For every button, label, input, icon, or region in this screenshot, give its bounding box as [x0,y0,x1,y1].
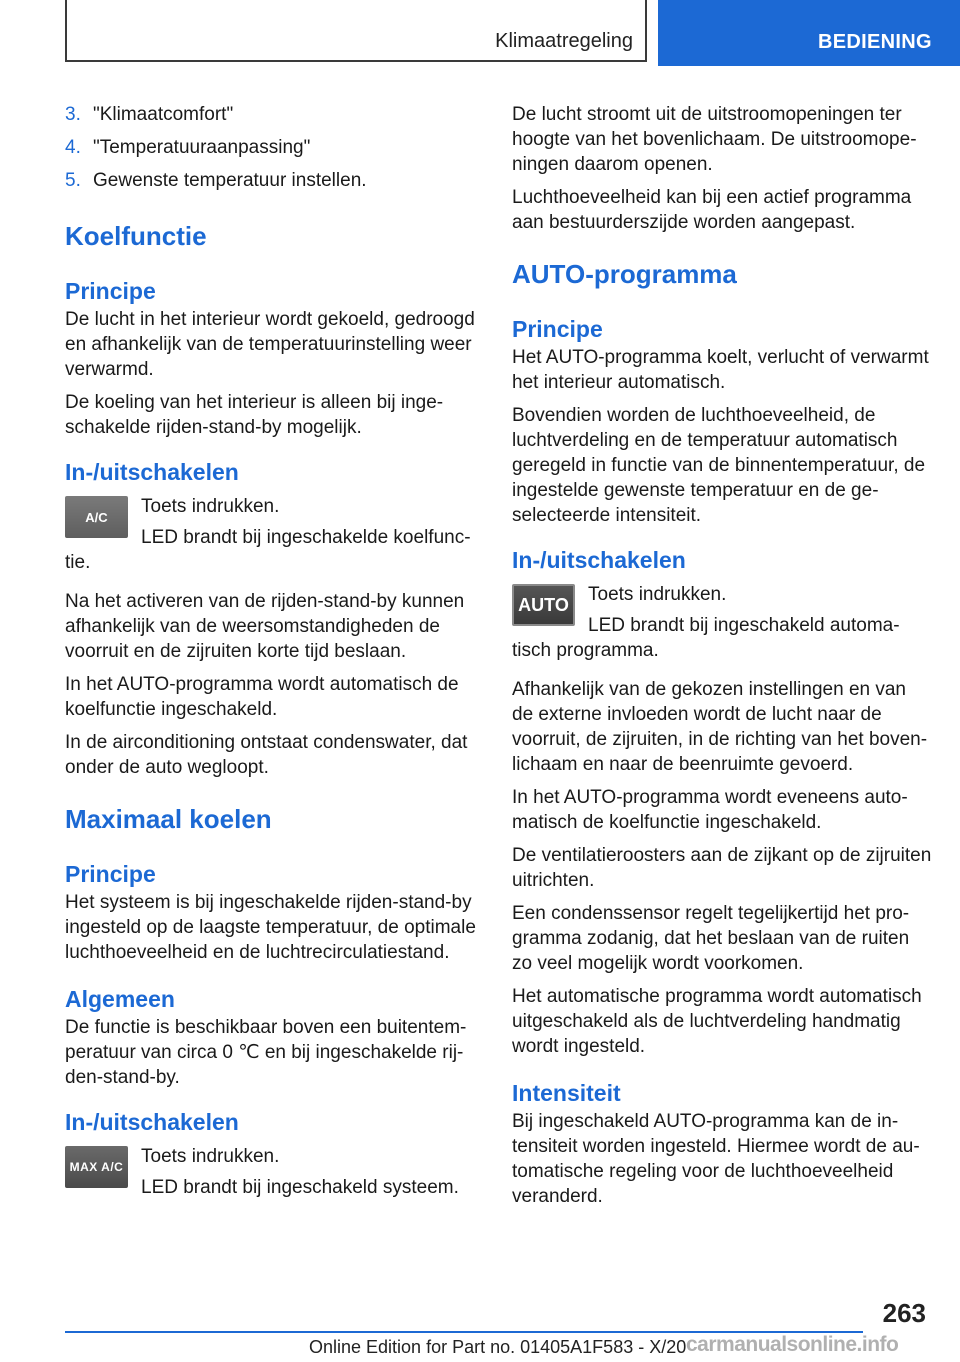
chapter-title: Klimaatregeling [495,30,633,52]
paragraph: LED brandt bij ingeschakeld automatisch programma. [512,615,900,661]
ac-button-icon: A/C [65,496,128,538]
step-text: "Klimaatcomfort" [93,104,234,125]
paragraph: De ventilatieroosters aan de zijkant op de zijruiten uitrichten. [512,845,932,891]
paragraph: Het systeem is bij ingeschakelde rijden-stand-by ingesteld op de laagste temperatuur, de optimale luchthoeveelheid en de luchtrecirculatiestand. [65,892,476,963]
step-number: 4. [65,137,81,158]
paragraph: De lucht stroomt uit de uitstroomopeningen ter hoogte van het bovenlichaam. De uitstroomopeningen daarom openen. [512,104,917,175]
heading-principe: Principe [512,316,603,342]
paragraph: Bij ingeschakeld AUTO-programma kan de intensiteit worden ingesteld. Hiermee wordt de automatische regeling voor de luchthoeveelheid veranderd. [512,1111,920,1207]
paragraph: LED brandt bij ingeschakeld systeem. [141,1177,459,1198]
page-number: 263 [882,1298,926,1328]
step-number: 5. [65,170,81,191]
watermark: carmanualsonline.info [686,1333,899,1356]
heading-principe: Principe [65,861,156,887]
heading-intensiteit: Intensiteit [512,1080,621,1106]
paragraph: In het AUTO-programma wordt eveneens automatisch de koelfunctie ingeschakeld. [512,787,908,833]
heading-switch: In-/uitschakelen [65,1109,239,1135]
paragraph: De koeling van het interieur is alleen bij ingeschakelde rijden-stand-by mogelijk. [65,392,444,438]
max-ac-switch-block [65,1144,483,1202]
auto-button-icon: AUTO [512,584,575,626]
page-header [0,0,960,66]
left-column [65,102,483,1202]
right-column [512,102,932,1217]
heading-algemeen: Algemeen [65,986,175,1012]
heading-principe: Principe [65,278,156,304]
list-item [65,135,483,160]
step-text: "Temperatuuraanpassing" [93,137,311,158]
paragraph: In het AUTO-programma wordt automatisch de koelfunctie ingeschakeld. [65,674,459,720]
paragraph: Afhankelijk van de gekozen instellingen en van de externe invloeden wordt de lucht naar de voorruit, de zijruiten, in de richting van het bovenlichaam en naar de beenruimte gevoerd. [512,679,928,775]
paragraph: Luchthoeveelheid kan bij een actief programma aan bestuurderszijde worden aangepast. [512,187,912,233]
paragraph: Bovendien worden de luchthoeveelheid, de luchtverdeling en de temperatuur automatisch geregeld in functie van de binnentemperatuur, de ingestelde gewenste temperatuur en de geselecteerde intensiteit. [512,405,926,526]
paragraph: Toets indrukken. [141,1146,280,1167]
paragraph: Een condenssensor regelt tegelijkertijd het programma zodanig, dat het beslaan van de ruiten zo veel mogelijk wordt voorkomen. [512,903,910,974]
chapter-box [65,0,647,62]
paragraph: De functie is beschikbaar boven een buitentemperatuur van circa 0 ℃ en bij ingeschakelde rijden-stand-by. [65,1017,467,1088]
step-number: 3. [65,104,81,125]
heading-switch: In-/uitschakelen [512,547,686,573]
list-item [65,102,483,127]
paragraph: In de airconditioning ontstaat condenswater, dat onder de auto wegloopt. [65,732,468,778]
step-list [65,102,483,193]
heading-maximaal-koelen: Maximaal koelen [65,804,272,834]
heading-koelfunctie: Koelfunctie [65,221,207,251]
edition-text: Online Edition for Part no. 01405A1F583 - X/20 [309,1337,687,1357]
section-tab [658,0,960,66]
max-ac-button-icon: MAX A/C [65,1146,128,1188]
paragraph: LED brandt bij ingeschakelde koelfunctie. [65,527,471,573]
paragraph: Toets indrukken. [588,584,727,605]
paragraph: De lucht in het interieur wordt gekoeld, gedroogd en afhankelijk van de temperatuurinstelling weer verwarmd. [65,309,475,380]
list-item [65,168,483,193]
auto-switch-block [512,582,932,663]
paragraph: Toets indrukken. [141,496,280,517]
heading-switch: In-/uitschakelen [65,459,239,485]
heading-auto-programma: AUTO-programma [512,259,737,289]
section-title: BEDIENING [818,31,932,53]
paragraph: Het AUTO-programma koelt, verlucht of verwarmt het interieur automatisch. [512,347,929,393]
paragraph: Het automatische programma wordt automatisch uitgeschakeld als de luchtverdeling handmatig wordt ingesteld. [512,986,922,1057]
paragraph: Na het activeren van de rijden-stand-by kunnen afhankelijk van de weersomstandigheden de voorruit en de zijruiten korte tijd beslaan. [65,591,465,662]
step-text: Gewenste temperatuur instellen. [93,170,367,191]
ac-switch-block [65,494,483,575]
